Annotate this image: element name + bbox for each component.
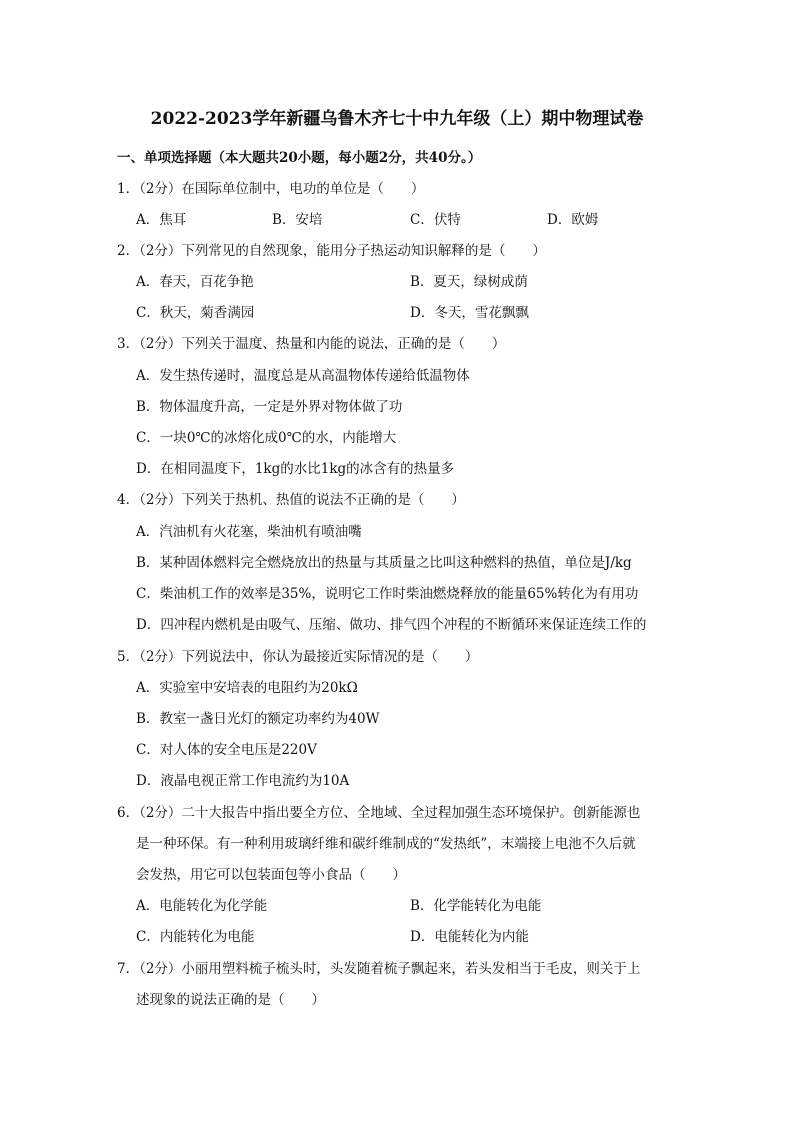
q6-option-d: D．电能转化为内能 bbox=[410, 929, 529, 945]
question-2-stem: 2．（2分）下列常见的自然现象，能用分子热运动知识解释的是（ ） bbox=[117, 243, 546, 259]
section-heading: 一、单项选择题（本大题共20小题，每小题2分，共40分。） bbox=[117, 150, 482, 166]
exam-title: 2022-2023学年新疆乌鲁木齐七十中九年级（上）期中物理试卷 bbox=[150, 109, 644, 129]
question-4-stem: 4．（2分）下列关于热机、热值的说法不正确的是（ ） bbox=[117, 492, 465, 508]
question-1-stem: 1．（2分）在国际单位制中，电功的单位是（ ） bbox=[117, 181, 425, 197]
question-6-stem-line-1: 6．（2分）二十大报告中指出要全方位、全地域、全过程加强生态环境保护。创新能源也 bbox=[117, 805, 641, 821]
q4-option-a: A．汽油机有火花塞，柴油机有喷油嘴 bbox=[136, 524, 362, 540]
q3-option-c: C．一块0℃的冰熔化成0℃的水，内能增大 bbox=[136, 430, 397, 446]
question-7-stem-line-2: 述现象的说法正确的是（ ） bbox=[136, 992, 325, 1008]
q6-option-b: B．化学能转化为电能 bbox=[410, 898, 542, 914]
q3-option-a: A．发生热传递时，温度总是从高温物体传递给低温物体 bbox=[136, 368, 470, 384]
question-7-stem-line-1: 7．（2分）小丽用塑料梳子梳头时，头发随着梳子飘起来，若头发相当于毛皮，则关于上 bbox=[117, 961, 641, 977]
q2-option-c: C．秋天，菊香满园 bbox=[136, 305, 255, 321]
q5-option-d: D．液晶电视正常工作电流约为10A bbox=[136, 773, 350, 789]
q1-option-d: D．欧姆 bbox=[547, 212, 599, 228]
q2-option-d: D．冬天，雪花飘飘 bbox=[410, 305, 529, 321]
question-3-stem: 3．（2分）下列关于温度、热量和内能的说法，正确的是（ ） bbox=[117, 336, 506, 352]
question-5-stem: 5．（2分）下列说法中，你认为最接近实际情况的是（ ） bbox=[117, 649, 479, 665]
q2-option-b: B．夏天，绿树成荫 bbox=[410, 274, 528, 290]
q1-option-c: C．伏特 bbox=[410, 212, 461, 228]
q5-option-b: B．教室一盏日光灯的额定功率约为40W bbox=[136, 711, 380, 727]
q3-option-b: B．物体温度升高，一定是外界对物体做了功 bbox=[136, 399, 403, 415]
q4-option-b: B．某种固体燃料完全燃烧放出的热量与其质量之比叫这种燃料的热值，单位是J/kg bbox=[136, 555, 632, 571]
question-6-stem-line-2: 是一种环保。有一种利用玻璃纤维和碳纤维制成的“发热纸”，末端接上电池不久后就 bbox=[136, 836, 636, 852]
q1-option-b: B．安培 bbox=[272, 212, 323, 228]
q2-option-a: A．春天，百花争艳 bbox=[136, 274, 254, 290]
q4-option-d: D．四冲程内燃机是由吸气、压缩、做功、排气四个冲程的不断循环来保证连续工作的 bbox=[136, 617, 647, 633]
q4-option-c: C．柴油机工作的效率是35%，说明它工作时柴油燃烧释放的能量65%转化为有用功 bbox=[136, 586, 639, 602]
q5-option-a: A．实验室中安培表的电阻约为20kΩ bbox=[136, 680, 358, 696]
q6-option-c: C．内能转化为电能 bbox=[136, 929, 255, 945]
q3-option-d: D．在相同温度下，1kg的水比1kg的冰含有的热量多 bbox=[136, 461, 455, 477]
q6-option-a: A．电能转化为化学能 bbox=[136, 898, 268, 914]
q1-option-a: A．焦耳 bbox=[136, 212, 187, 228]
q5-option-c: C．对人体的安全电压是220V bbox=[136, 742, 317, 758]
question-6-stem-line-3: 会发热，用它可以包装面包等小食品（ ） bbox=[136, 867, 406, 883]
